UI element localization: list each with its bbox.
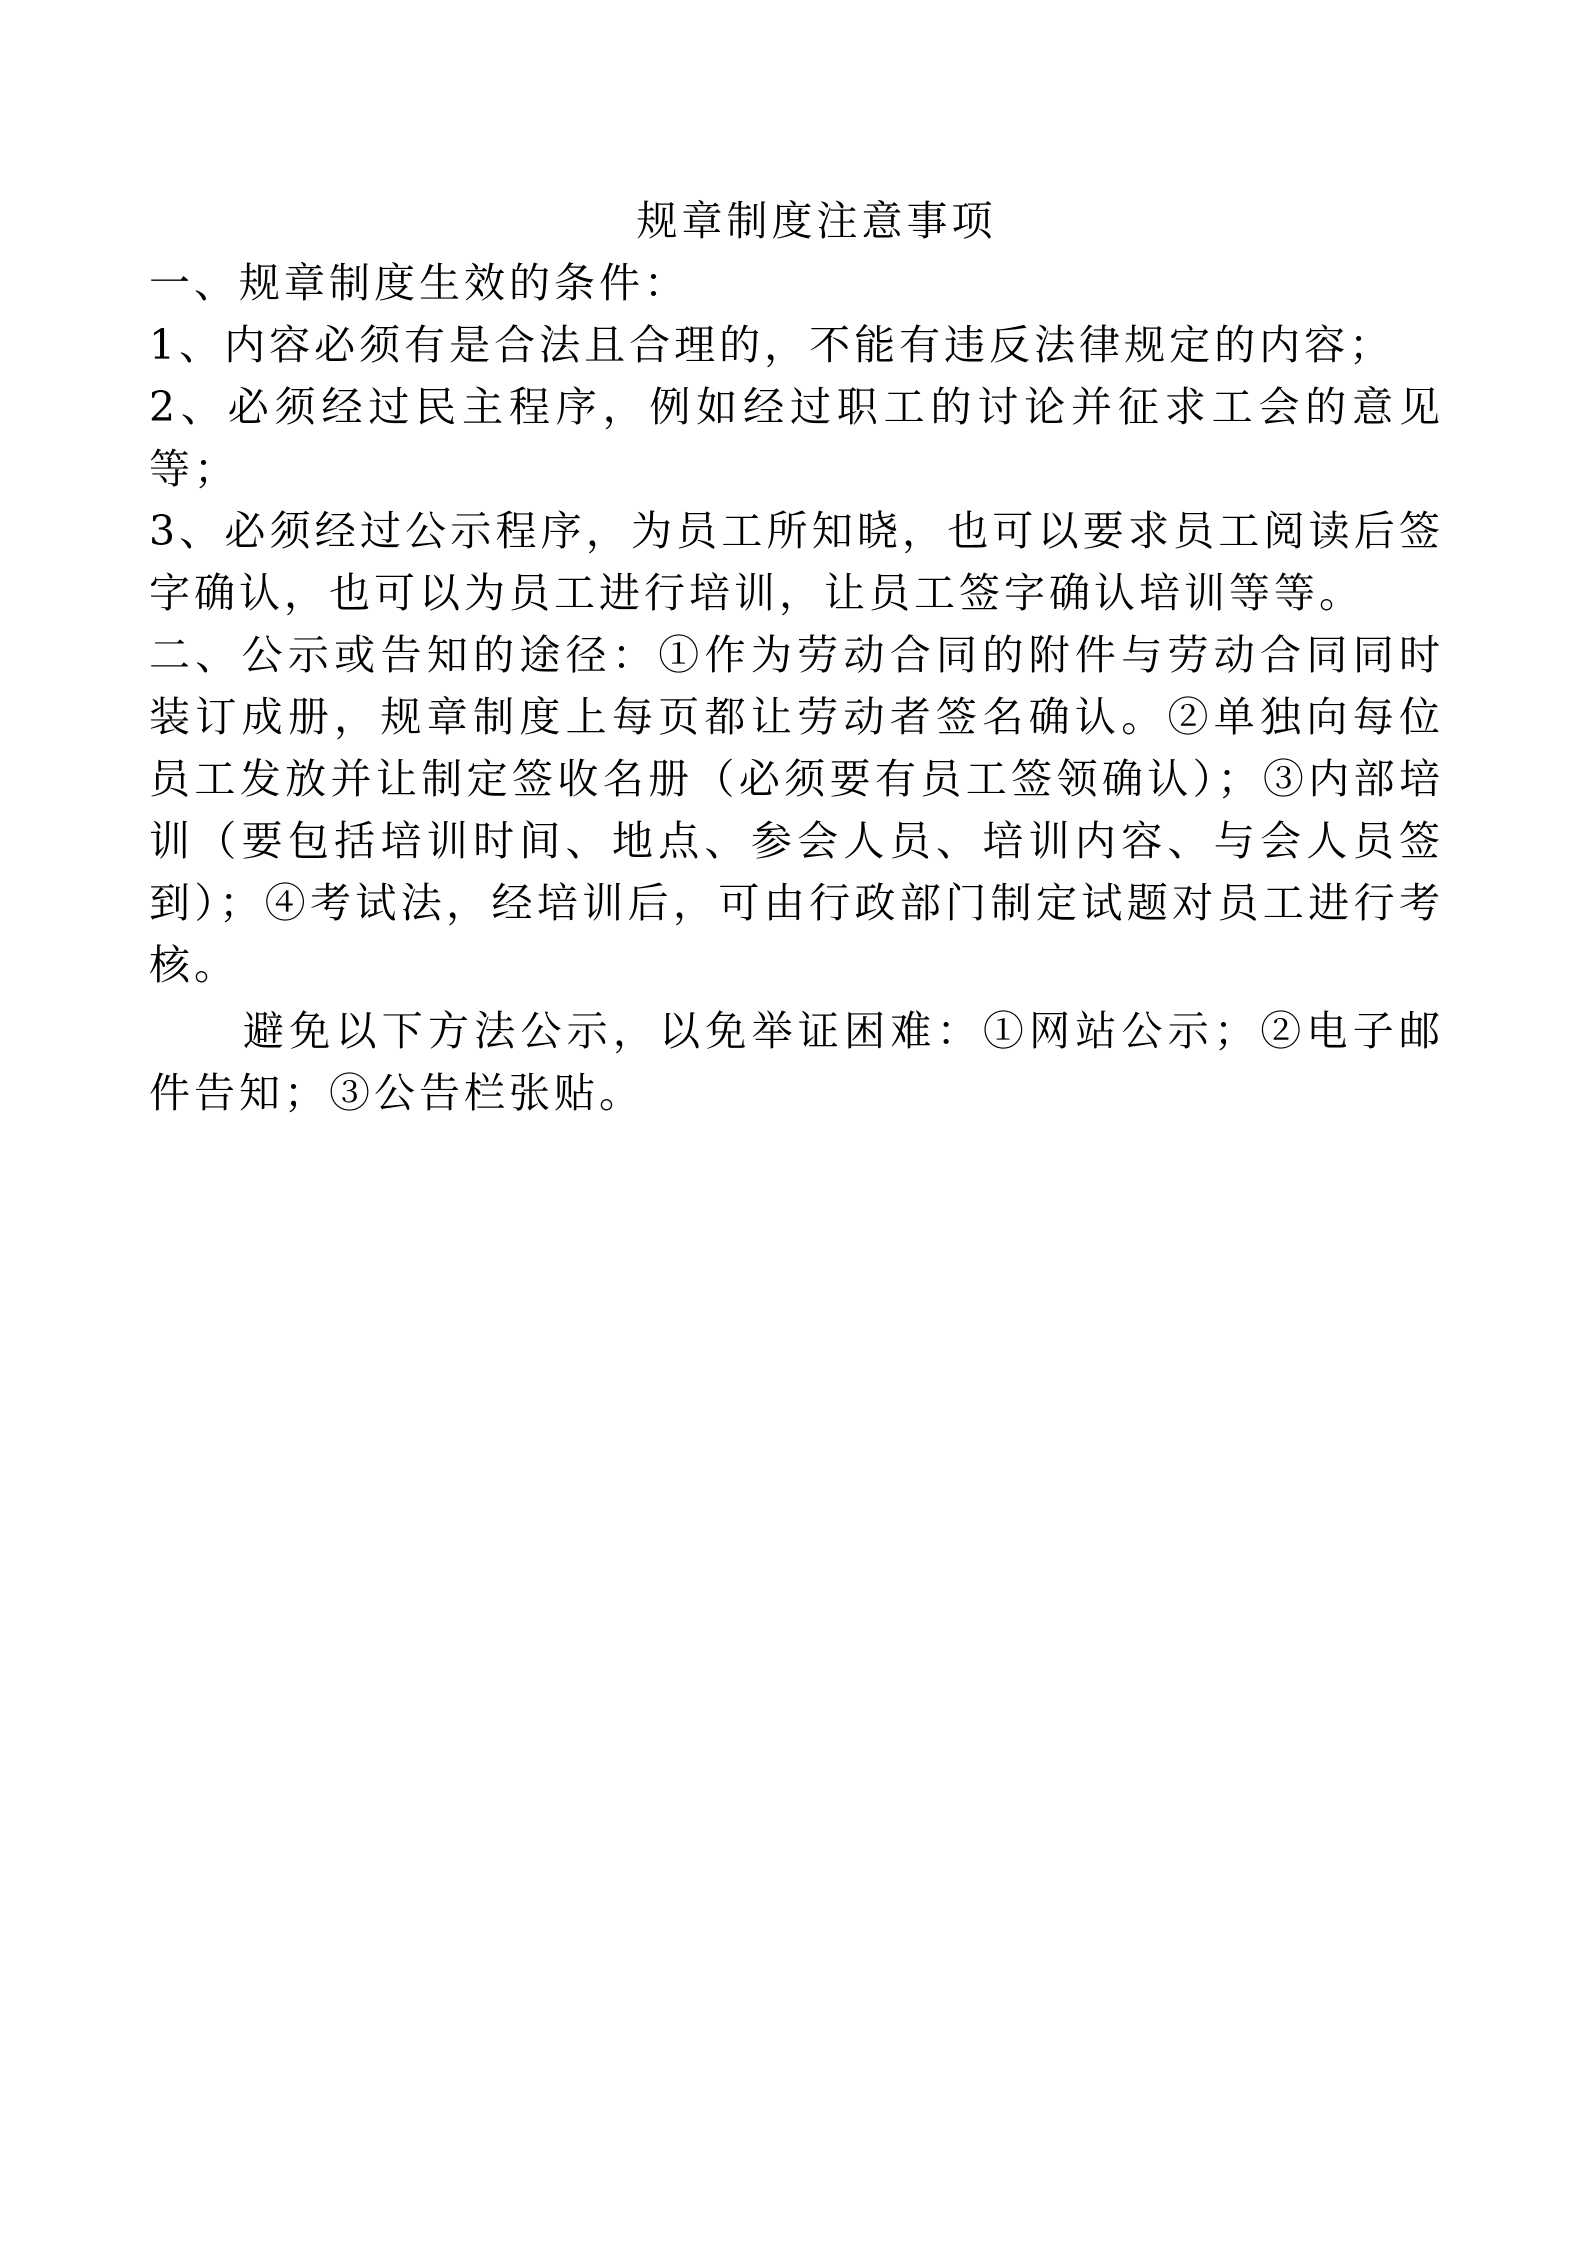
section-2-paragraph: 二、公示或告知的途径：①作为劳动合同的附件与劳动合同同时装订成册，规章制度上每页都让劳动者签名确认。②单独向每位员工发放并让制定签收名册（必须要有员工签领确认）；③内部培训（要包括培训时间、地点、参会人员、培训内容、与会人员签到）；④考试法，经培训后，可由行政部门制定试题对员工进行考核。: [149, 631, 1444, 989]
avoid-methods-note: 避免以下方法公示，以免举证困难：①网站公示；②电子邮件告知；③公告栏张贴。: [149, 1007, 1444, 1117]
condition-item-2: 2、必须经过民主程序，例如经过职工的讨论并征求工会的意见等；: [149, 383, 1444, 493]
condition-item-1: 1、内容必须有是合法且合理的，不能有违反法律规定的内容；: [149, 321, 1395, 369]
document-body: [149, 190, 1444, 1124]
condition-item-3: 3、必须经过公示程序，为员工所知晓，也可以要求员工阅读后签字确认，也可以为员工进行培训，让员工签字确认培训等等。: [149, 507, 1444, 617]
document-title: 规章制度注意事项: [636, 197, 997, 245]
section-1-heading: 一、规章制度生效的条件：: [149, 259, 689, 307]
